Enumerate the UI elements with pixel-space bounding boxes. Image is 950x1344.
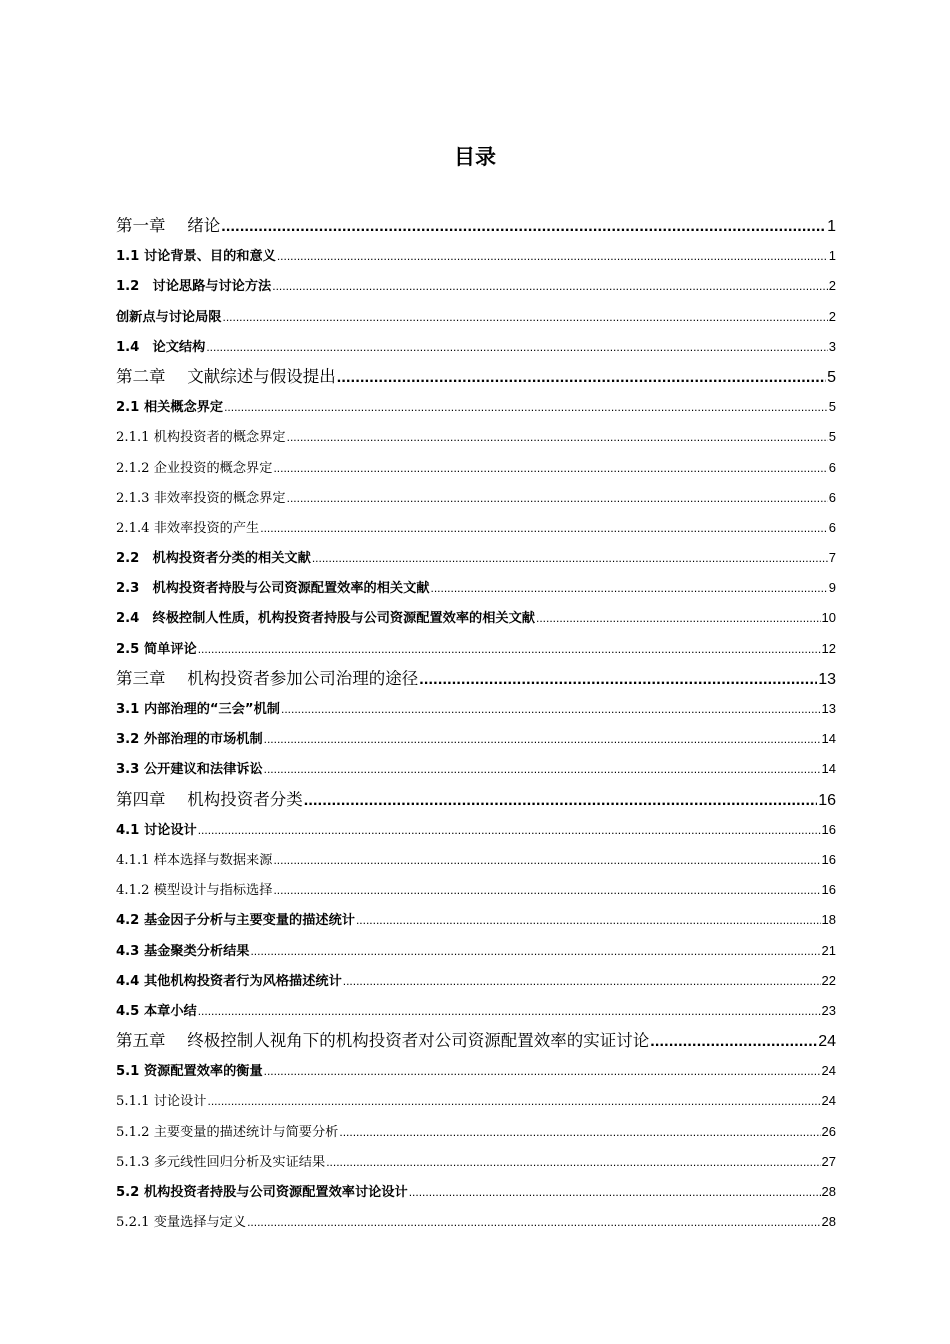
dot-leader [304,792,817,810]
toc-entry-sec[interactable] [116,390,836,420]
toc-entry-page-number: 5 [827,368,836,386]
toc-entry-sub[interactable] [116,420,836,450]
toc-entry-sec[interactable] [116,330,836,360]
toc-entry-page-number: 26 [821,1123,836,1139]
toc-entry-sec[interactable] [116,632,836,662]
toc-entry-label: 5.1.1 讨论设计 [116,1094,207,1110]
toc-entry-page-number: 1 [828,248,836,264]
toc-entry-page-number: 2 [828,308,836,324]
toc-entry-chapter[interactable] [116,1024,836,1054]
toc-entry-label: 1.2 讨论思路与讨论方法 [116,279,272,295]
dot-leader [281,702,821,716]
toc-entry-page-number: 24 [821,1093,836,1109]
toc-entry-label: 2.1 相关概念界定 [116,400,224,416]
dot-leader [343,974,821,988]
toc-entry-label: 4.1.1 样本选择与数据来源 [116,852,273,868]
toc-entry-label: 3.1 内部治理的“三会”机制 [116,702,280,717]
toc-entry-page-number: 14 [821,761,836,777]
toc-entry-page-number: 16 [821,882,836,898]
toc-entry-page-number: 13 [818,670,836,688]
toc-entry-sub[interactable] [116,451,836,481]
toc-entry-label: 5.1.3 多元线性回归分析及实证结果 [116,1154,326,1170]
toc-entry-page-number: 18 [821,912,836,928]
dot-leader [272,279,828,293]
toc-entry-page-number: 6 [828,519,836,535]
toc-entry-page-number: 24 [818,1033,836,1051]
toc-entry-label: 2.1.2 企业投资的概念界定 [116,460,273,476]
toc-entry-label: 3.3 公开建议和法律诉讼 [116,762,263,778]
dot-leader [356,913,821,927]
dot-leader [650,1033,817,1051]
toc-entry-page-number: 23 [821,1002,836,1018]
dot-leader [264,1064,821,1078]
toc-entry-sub[interactable] [116,1115,836,1145]
dot-leader [287,491,828,505]
toc-entry-label: 4.3 基金聚类分析结果 [116,943,250,959]
toc-entry-sub[interactable] [116,843,836,873]
toc-entry-page-number: 12 [821,640,836,656]
toc-entry-label: 1.4 论文结构 [116,339,206,355]
toc-entry-label: 2.3 机构投资者持股与公司资源配置效率的相关文献 [116,581,430,597]
dot-leader [273,883,820,897]
toc-entry-sec[interactable] [116,239,836,269]
toc-entry-chapter[interactable] [116,662,836,692]
toc-entry-page-number: 5 [828,429,836,445]
toc-entry-page-number: 16 [818,791,836,809]
dot-leader [337,369,826,387]
toc-entry-page-number: 6 [828,489,836,505]
toc-entry-page-number: 16 [821,851,836,867]
toc-entry-sec[interactable] [116,692,836,722]
dot-leader [208,1094,821,1108]
dot-leader [339,1125,820,1139]
toc-entry-page-number: 16 [821,821,836,837]
toc-entry-label: 第三章 机构投资者参加公司治理的途径 [116,668,419,688]
toc-entry-label: 3.2 外部治理的市场机制 [116,732,263,748]
toc-entry-page-number: 7 [828,550,836,566]
toc-entry-page-number: 13 [821,701,836,716]
toc-entry-page-number: 9 [828,580,836,596]
toc-entry-page-number: 2 [828,278,836,294]
toc-entry-label: 2.5 简单评论 [116,641,197,657]
dot-leader [326,1155,820,1169]
toc-entry-label: 4.1.2 模型设计与指标选择 [116,883,273,899]
toc-entry-sub[interactable] [116,511,836,541]
toc-entry-page-number: 1 [827,218,836,235]
table-of-contents [116,209,836,1235]
toc-entry-chapter[interactable] [116,360,836,390]
toc-entry-chapter[interactable] [116,783,836,813]
toc-entry-sec[interactable] [116,601,836,631]
toc-entry-sec[interactable] [116,752,836,782]
toc-entry-label: 第五章 终极控制人视角下的机构投资者对公司资源配置效率的实证讨论 [116,1031,650,1051]
toc-entry-sec[interactable] [116,903,836,933]
toc-entry-label: 5.1 资源配置效率的衡量 [116,1064,263,1080]
dot-leader [287,430,828,444]
dot-leader [312,551,828,565]
toc-entry-label: 2.4 终极控制人性质，机构投资者持股与公司资源配置效率的相关文献 [116,611,535,627]
toc-entry-label: 4.1 讨论设计 [116,822,197,838]
toc-entry-sub[interactable] [116,1205,836,1235]
toc-entry-sec[interactable] [116,571,836,601]
toc-entry-page-number: 5 [828,399,836,415]
dot-leader [260,521,828,535]
toc-entry-sub[interactable] [116,1084,836,1114]
dot-leader [223,310,828,324]
toc-entry-label: 4.5 本章小结 [116,1003,197,1019]
toc-entry-sec[interactable] [116,1175,836,1205]
dot-leader [273,461,827,475]
toc-entry-label: 1.1 讨论背景、目的和意义 [116,249,276,265]
toc-entry-label: 2.1.3 非效率投资的概念界定 [116,490,286,506]
dot-leader [221,218,826,236]
toc-entry-chapter[interactable] [116,209,836,239]
toc-entry-page-number: 21 [821,942,836,958]
toc-entry-label: 第一章 绪论 [116,216,221,235]
dot-leader [264,732,821,746]
dot-leader [273,853,820,867]
dot-leader [198,1004,821,1018]
dot-leader [250,944,820,958]
toc-entry-label: 5.2.1 变量选择与定义 [116,1215,247,1231]
toc-entry-label: 第二章 文献综述与假设提出 [116,366,336,386]
toc-entry-label: 2.2 机构投资者分类的相关文献 [116,551,311,567]
dot-leader [419,671,817,689]
toc-entry-sec[interactable] [116,994,836,1024]
dot-leader [536,611,821,625]
toc-entry-sec[interactable] [116,300,836,330]
toc-entry-page-number: 10 [821,610,836,626]
dot-leader [198,642,821,656]
toc-entry-sec[interactable] [116,934,836,964]
toc-entry-sec[interactable] [116,1054,836,1084]
toc-entry-sec[interactable] [116,813,836,843]
toc-entry-sub[interactable] [116,873,836,903]
toc-entry-sec[interactable] [116,722,836,752]
toc-entry-sub[interactable] [116,1145,836,1175]
toc-entry-sec[interactable] [116,269,836,299]
dot-leader [409,1185,821,1199]
toc-entry-page-number: 24 [821,1063,836,1079]
toc-entry-label: 第四章 机构投资者分类 [116,789,303,809]
toc-entry-sec[interactable] [116,541,836,571]
toc-entry-sec[interactable] [116,964,836,994]
toc-entry-label: 4.2 基金因子分析与主要变量的描述统计 [116,913,355,929]
toc-entry-label: 2.1.1 机构投资者的概念界定 [116,430,286,446]
dot-leader [277,249,828,263]
toc-entry-page-number: 22 [821,972,836,988]
toc-entry-label: 5.1.2 主要变量的描述统计与简要分析 [116,1124,339,1140]
toc-entry-label: 2.1.4 非效率投资的产生 [116,520,260,536]
toc-entry-label: 4.4 其他机构投资者行为风格描述统计 [116,973,342,989]
toc-entry-page-number: 14 [821,731,836,747]
toc-entry-page-number: 28 [821,1184,836,1199]
dot-leader [224,400,828,414]
dot-leader [247,1215,820,1229]
toc-title: 目录 [454,145,496,169]
dot-leader [206,340,827,354]
toc-entry-page-number: 6 [828,459,836,475]
toc-entry-page-number: 27 [821,1153,836,1169]
toc-entry-sub[interactable] [116,481,836,511]
dot-leader [264,762,821,776]
toc-entry-label: 5.2 机构投资者持股与公司资源配置效率讨论设计 [116,1185,408,1200]
toc-entry-page-number: 28 [821,1214,836,1230]
toc-entry-page-number: 3 [828,338,836,354]
dot-leader [431,581,828,595]
dot-leader [198,823,821,837]
toc-entry-label: 创新点与讨论局限 [116,309,222,325]
